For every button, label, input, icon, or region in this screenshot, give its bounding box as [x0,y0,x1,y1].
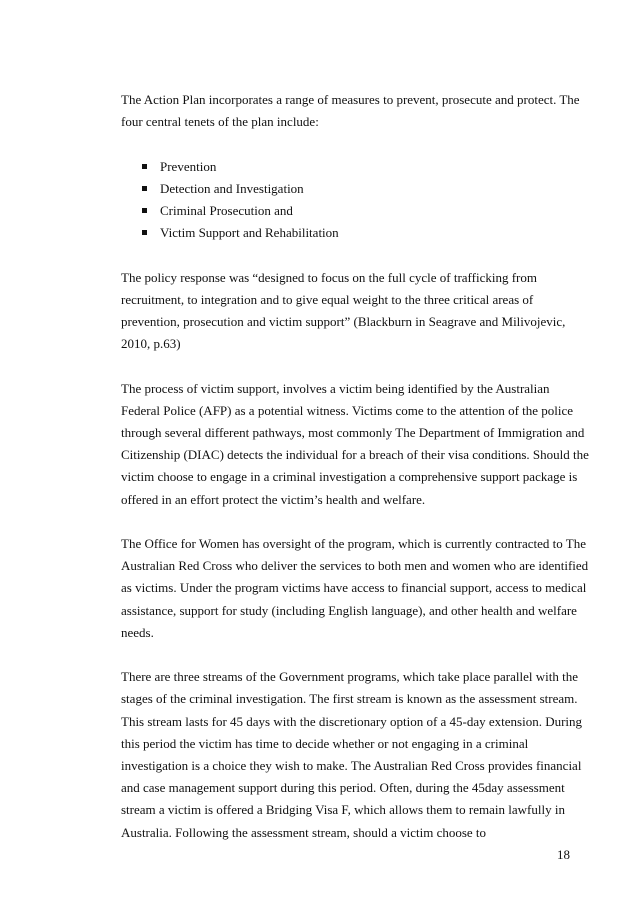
square-bullet-icon [142,208,147,213]
list-item-text: Prevention [160,158,217,174]
page-body [121,89,591,866]
tenets-list [121,156,591,245]
square-bullet-icon [142,186,147,191]
intro-paragraph: The Action Plan incorporates a range of measures to prevent, prosecute and protect. The four central tenets of the plan include: [121,92,580,130]
victim-support-paragraph: The process of victim support, involves a victim being identified by the Australian Federal Police (AFP) as a potential witness. Victims come to the attention of the police through several different pathways, most commonly The Department of Immigration and Citizenship (DIAC) detects the individual for a breach of their visa conditions. Should the victim choose to engage in a criminal investigation a comprehensive support package is offered in an effort protect the victim’s health and welfare. [121,380,589,507]
list-item [121,200,591,222]
policy-response-paragraph: The policy response was “designed to focus on the full cycle of trafficking from recruitment, to integration and to give equal weight to the three critical areas of prevention, prosecution and victim support” (Blackburn in Seagrave and Milivojevic, 2010, p.63) [121,269,566,352]
list-item-text: Criminal Prosecution and [160,203,293,218]
program-streams-paragraph: There are three streams of the Government programs, which take place parallel with the stages of the criminal investigation. The first stream is known as the assessment stream. This stream lasts for 45 days with the discretionary option of a 45-day extension. During this period the victim has time to decide whether or not engaging in a criminal investigation is a choice they wish to make. The Australian Red Cross provides financial and case management support during this period. Often, during the 45day assessment stream a victim is offered a Bridging Visa F, which allows them to remain lawfully in Australia. Following the assessment stream, should a victim choose to [121,669,583,840]
list-item-text: Victim Support and Rehabilitation [160,225,339,241]
list-item [121,156,591,178]
office-for-women-paragraph: The Office for Women has oversight of the program, which is currently contracted to The Australian Red Cross who deliver the services to both men and women who are identified as victims. Under the program victims have access to financial support, access to medical assistance, support for study (including English language), and other health and welfare needs. [121,536,589,640]
page-number: 18 [557,847,570,862]
square-bullet-icon [142,164,147,169]
list-item [121,222,591,244]
list-item-text: Detection and Investigation [160,180,304,196]
list-item [121,178,591,200]
square-bullet-icon [142,230,147,235]
